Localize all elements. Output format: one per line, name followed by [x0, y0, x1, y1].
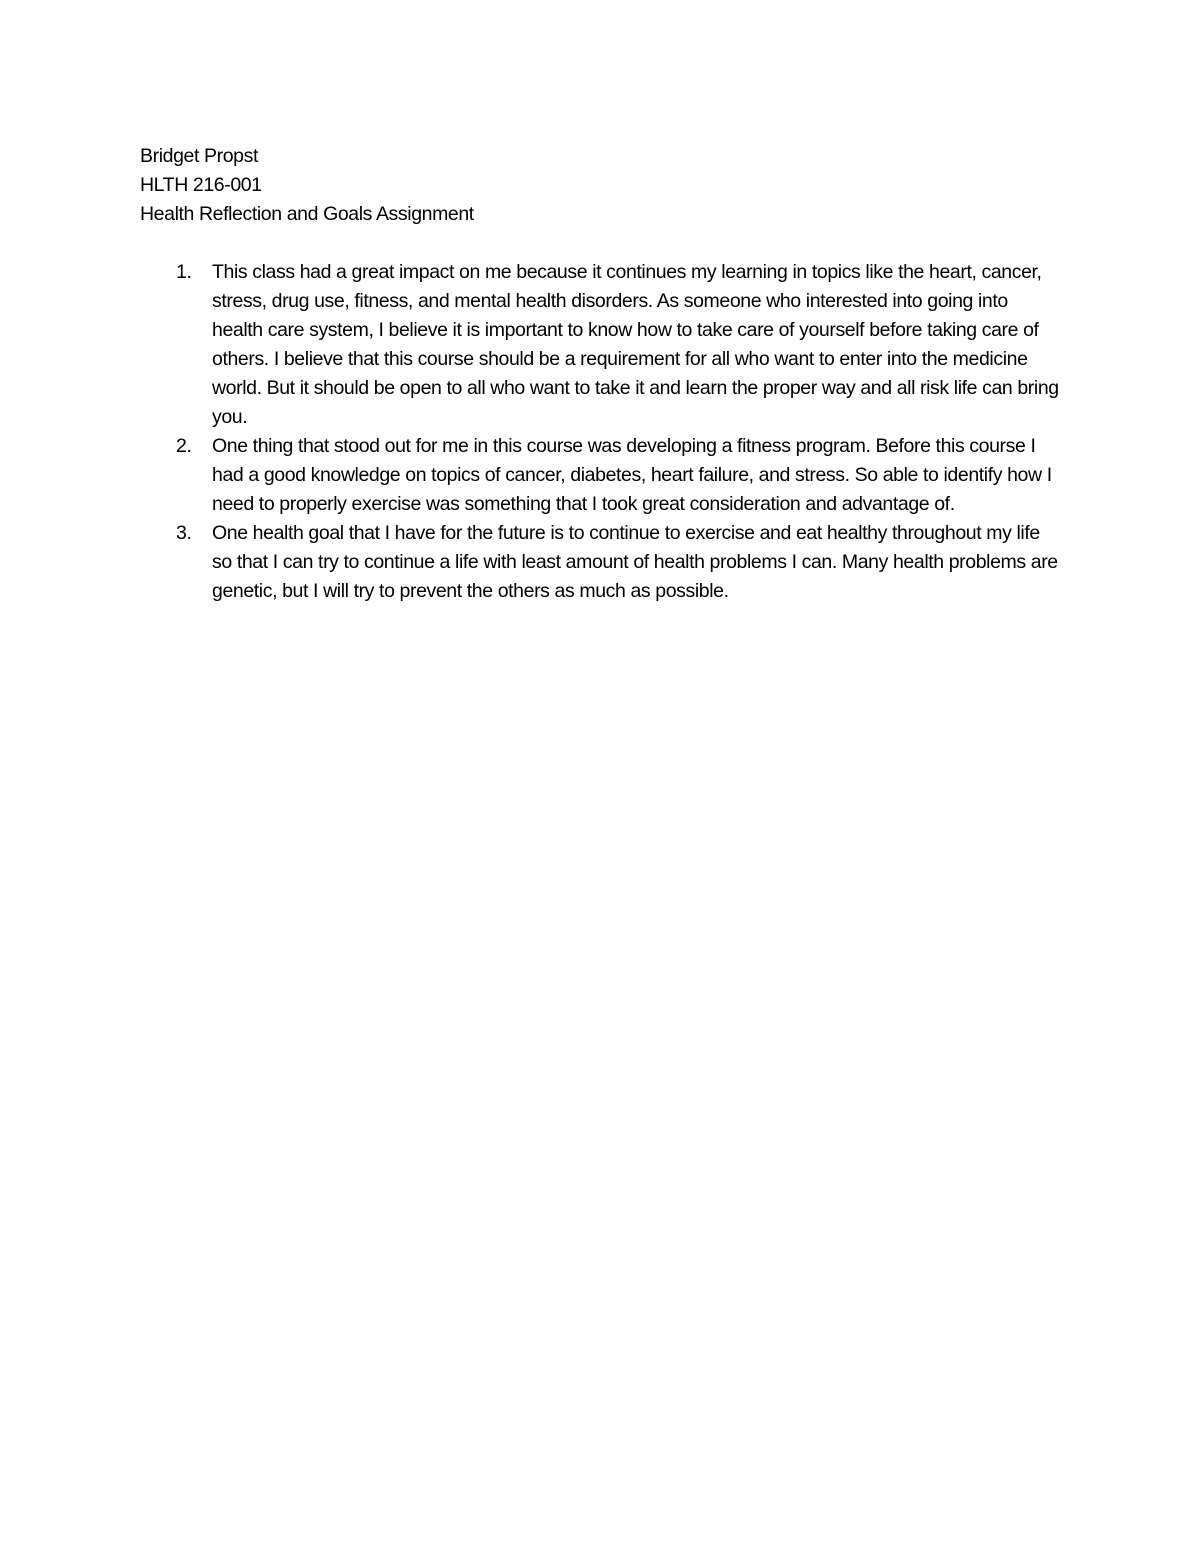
list-item-text: This class had a great impact on me because it continues my learning in topics like the heart, cancer, stress, drug use, fitness, and mental health disorders. As someone who interested into going into health care system, I believe it is important to know how to take care of yourself before taking care of others. I believe that this course should be a requirement for all who want to enter into the medicine world. But it should be open to all who want to take it and learn the proper way and all risk life can bring you. — [212, 261, 1059, 428]
list-item-number: 2. — [176, 435, 192, 457]
list-item — [140, 258, 1060, 432]
author-name: Bridget Propst — [140, 145, 258, 167]
list-item — [140, 519, 1060, 606]
course-code: HLTH 216-001 — [140, 174, 262, 196]
list-item-text: One thing that stood out for me in this course was developing a fitness program. Before this course I had a good knowledge on topics of cancer, diabetes, heart failure, and stress. So able to identify how I need to properly exercise was something that I took great consideration and advantage of. — [212, 435, 1052, 515]
list-item-text: One health goal that I have for the future is to continue to exercise and eat healthy throughout my life so that I can try to continue a life with least amount of health problems I can. Many health problems are genetic, but I will try to prevent the others as much as possible. — [212, 522, 1058, 602]
list-item-number: 3. — [176, 522, 192, 544]
document-header — [140, 142, 1060, 229]
list-item — [140, 432, 1060, 519]
reflection-list — [140, 258, 1060, 606]
assignment-title: Health Reflection and Goals Assignment — [140, 203, 474, 225]
list-item-number: 1. — [176, 261, 192, 283]
